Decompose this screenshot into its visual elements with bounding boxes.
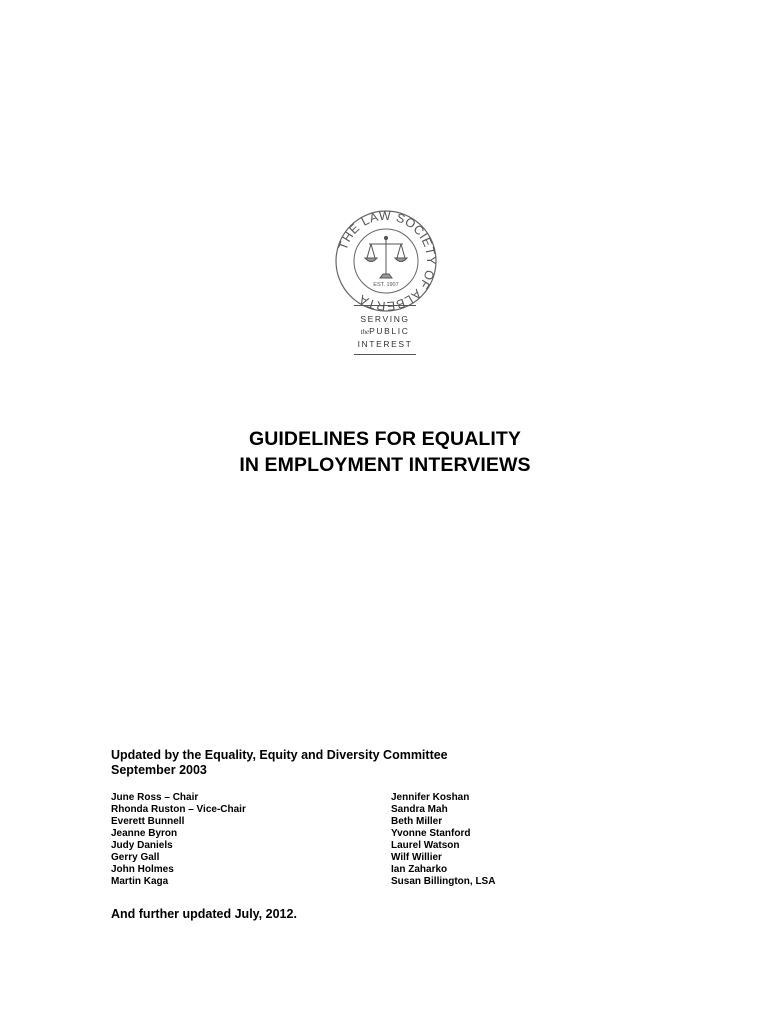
member-name: Jennifer Koshan [391, 792, 470, 803]
member-name: Susan Billington, LSA [391, 876, 496, 887]
committee-members-right [391, 792, 495, 888]
tagline-bottom-rule [354, 354, 416, 355]
scales-of-justice-icon [365, 236, 407, 278]
update-note [111, 748, 448, 778]
member-name: Laurel Watson [391, 840, 460, 851]
member-name: Rhonda Ruston – Vice-Chair [111, 804, 246, 815]
member-name: Martin Kaga [111, 876, 169, 887]
tagline-line3: INTEREST [357, 339, 413, 349]
member-name: Beth Miller [391, 816, 443, 827]
member-name: John Holmes [111, 864, 174, 875]
committee-members-left [111, 792, 246, 888]
serving-public-interest-tagline [340, 313, 430, 350]
seal-ring-text: THE LAW SOCIETY OF ALBERTA [335, 208, 439, 314]
member-name: Ian Zaharko [391, 864, 448, 875]
member-name: Gerry Gall [111, 852, 160, 863]
member-name: Wilf Willier [391, 852, 442, 863]
member-name: June Ross – Chair [111, 792, 199, 803]
tagline-line2: PUBLIC [369, 326, 410, 336]
member-name: Sandra Mah [391, 804, 448, 815]
title-line1: GUIDELINES FOR EQUALITY [248, 428, 522, 450]
document-title [0, 426, 770, 478]
member-name: Judy Daniels [111, 840, 173, 851]
update-date: September 2003 [111, 763, 207, 777]
tagline-top-rule [354, 305, 416, 306]
further-update-note: And further updated July, 2012. [111, 907, 297, 921]
tagline-the: the [360, 328, 370, 336]
member-name: Everett Bunnell [111, 816, 185, 827]
member-name: Yvonne Stanford [391, 828, 471, 839]
law-society-seal-logo [333, 208, 439, 314]
tagline-line1: SERVING [360, 314, 410, 324]
update-committee: Updated by the Equality, Equity and Diversity Committee [111, 748, 448, 762]
seal-established: EST. 1907 [373, 282, 399, 288]
title-line2: IN EMPLOYMENT INTERVIEWS [239, 454, 531, 476]
member-name: Jeanne Byron [111, 828, 178, 839]
